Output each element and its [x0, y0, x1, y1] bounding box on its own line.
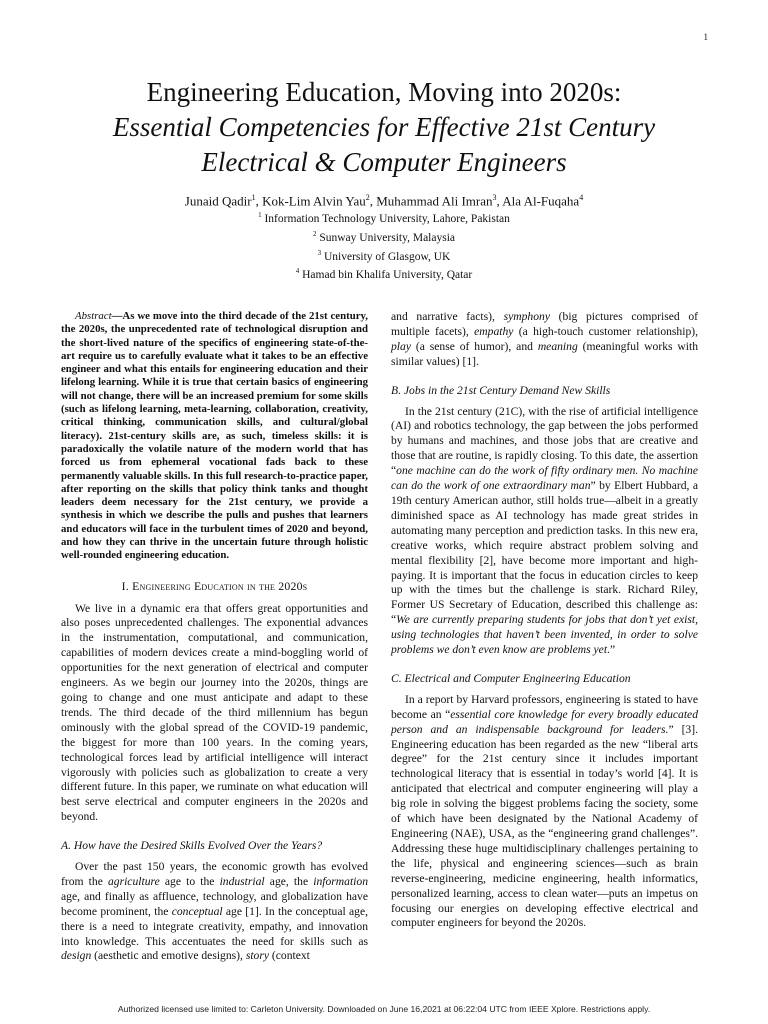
title-line-2: Essential Competencies for Effective 21st Century: [112, 112, 656, 142]
affiliation-text: University of Glasgow, UK: [323, 250, 451, 263]
author-mark: 1: [251, 193, 256, 202]
abstract-text: —As we move into the third decade of the 21st century, the 2020s, the unprecedented rate of technological disruption and the short-lived nature of the specifics of engineering state-of-the-art require us to carefully evaluate what it takes to be an effective engineer and what this entails for engineering education and their lifelong learning. While it is true that certain basics of engineering will not change, there will be an increased premium for some skills (such as lifelong learning, meta-learning, collaboration, creativity, critical thinking, communication skills, and cultural/global literacy). 21st-century skills are, as such, timeless skills: it is paradoxically the volatile nature of the modern world that has forced us from ephemeral vocational fads back to these permanently valuable skills. In this full research-to-practice paper, after reporting on the skills that policy think tanks and thought leaders deem necessary for the 21st century, we provide a synthesis in which we describe the pulls and pushes that learners and educators will face in the turbulent times of 2020 and beyond, and how they can thrive in the uncertain future through holistic well-rounded engineering education.: [61, 310, 368, 562]
affiliation: [0, 227, 768, 246]
affiliation: [0, 264, 768, 283]
section-title: Engineering Education in the 2020s: [132, 578, 308, 593]
subsection-heading: A. How have the Desired Skills Evolved Over the Years?: [61, 839, 323, 853]
author-name: Ala Al-Fuqaha: [502, 193, 580, 209]
affiliation-mark: 2: [312, 229, 317, 238]
affiliation: [0, 246, 768, 265]
paragraph: and narrative facts), symphony (big pictures comprised of multiple facets), empathy (a high-touch customer relationship), play (a sense of humor), and meaning (meaningful works with similar values) [1].: [391, 310, 699, 368]
affiliation-text: Hamad bin Khalifa University, Qatar: [302, 269, 473, 282]
paragraph: Over the past 150 years, the economic growth has evolved from the agriculture age to the industrial age, the information age, and finally as affluence, technology, and globalization have become prominent, the conceptual age [1]. In the conceptual age, there is a need to integrate creativity, empathy, and innovation into knowledge. This accentuates the need for skills such as design (aesthetic and emotive designs), story (context: [61, 860, 369, 963]
paper-title: [0, 75, 768, 180]
title-line-3: Electrical & Computer Engineers: [201, 147, 567, 177]
affiliation-mark: 3: [317, 248, 322, 257]
paragraph: We live in a dynamic era that offers great opportunities and also poses unprecedented challenges. The exponential advances in the instrumentation, computational, and communication, capabilities of modern devices create a mind-boggling world of opportunities for the next generation of electrical and computer engineers. As we begin our journey into the 2020s, things are going to change and one must anticipate and adapt to these trends. The third decade of the third millennium has begun ominously with the global spread of the COVID-19 pandemic, the biggest for more than 100 years. In the coming years, technological forces lead by artificial intelligence will interact vigorously with policies such as globalization to create a very different future. In this paper, we ruminate on what education will best serve electrical and computer engineers in the 2020s and beyond.: [61, 601, 368, 824]
left-column: [61, 310, 368, 964]
author-list: Junaid Qadir$^1$, Kok-Lim Alvin Yau$^2$, Muhammad Ali Imran$^3$, Ala Al-Fuqaha$^4$: [184, 193, 584, 209]
subsection-heading: B. Jobs in the 21st Century Demand New Skills: [391, 383, 611, 397]
affiliation-list: [0, 208, 768, 283]
author-mark: 2: [365, 193, 370, 202]
abstract-label: Abstract: [75, 310, 112, 322]
title-line-1: Engineering Education, Moving into 2020s:: [146, 77, 622, 107]
paragraph: In the 21st century (21C), with the rise of artificial intelligence (AI) and robotics technology, the gap between the jobs performed by humans and machines, and those jobs that are creative and those that are routine, is rapidly closing. To this date, the assertion “one machine can do the work of fifty ordinary men. No machine can do the work of one extraordinary man” by Elbert Hubbard, a 19th century American author, still holds true—albeit in a greatly diminished space as AI technology has made great strides in automating many perception and prediction tasks. In this new era, creative works, which require abstract problem solving and mental flexibility [2], have become more important and high-paying. It is important that the focus in education circles to keep up with the times but the challenge is stark. Richard Riley, Former US Secretary of Education, described this challenge as: “We are currently preparing students for jobs that don’t yet exist, using technologies that haven’t been invented, in order to solve problems we don’t even know are problems yet.”: [391, 404, 698, 657]
affiliation-mark: 1: [258, 211, 262, 219]
abstract: [61, 310, 368, 563]
affiliation: [0, 208, 768, 227]
footer-notice: Authorized licensed use limited to: Carleton University. Downloaded on June 16,2021 at 06:22:04 UTC from IEEE Xplore. Restrictions apply.: [117, 1004, 651, 1014]
author-mark: 4: [579, 193, 584, 202]
author-name: Kok-Lim Alvin Yau: [262, 193, 366, 209]
page-number: 1: [703, 32, 708, 42]
author-mark: 3: [492, 193, 497, 202]
paragraph: In a report by Harvard professors, engineering is stated to have become an “essential core knowledge for every broadly educated person and an indispensable background for leaders.” [3]. Engineering education has been regarded as the new “liberal arts degree” for the 21st century since it includes important technological literacy that is essential in today’s world [4]. It is anticipated that electrical and computer engineering will play a big role in solving the biggest problems facing the society, some of which have been designated by the National Academy of Engineering (NAE), USA, as the “engineering grand challenges”. Addressing these huge multidisciplinary challenges pertaining to the life, physical and engineering sciences—such as brain reverse-engineering, medicine engineering, health informatics, personalized learning, access to clean water—puts an impetus on focusing our energies on developing effective electrical and computer engineers for beyond the 2020s.: [391, 692, 698, 930]
subsection-heading: C. Electrical and Computer Engineering Education: [391, 671, 631, 685]
author-name: Junaid Qadir: [184, 193, 252, 209]
affiliation-text: Information Technology University, Lahore, Pakistan: [264, 212, 510, 225]
author-name: Muhammad Ali Imran: [376, 193, 493, 209]
right-column: [391, 310, 698, 931]
affiliation-mark: 4: [295, 267, 300, 276]
section-numeral: I.: [121, 578, 129, 593]
section-heading: [61, 579, 368, 594]
affiliation-text: Sunway University, Malaysia: [319, 231, 455, 244]
